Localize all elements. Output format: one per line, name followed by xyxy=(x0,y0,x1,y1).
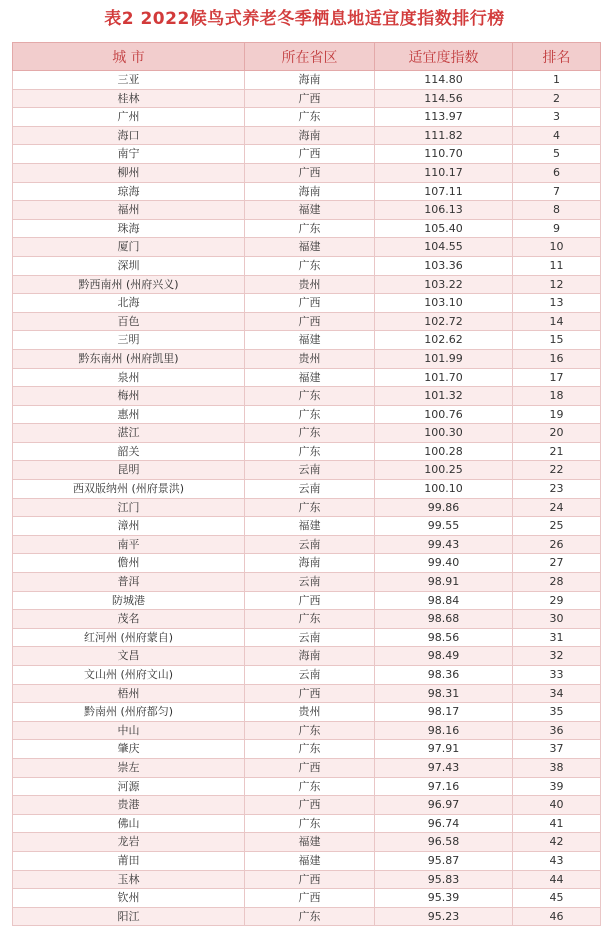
table-row xyxy=(13,554,601,573)
cell-province: 福建 xyxy=(245,368,375,387)
cell-province: 云南 xyxy=(245,461,375,480)
table-row xyxy=(13,740,601,759)
table-header-row xyxy=(13,43,601,71)
cell-city: 泉州 xyxy=(13,368,245,387)
cell-city: 韶关 xyxy=(13,442,245,461)
cell-province: 云南 xyxy=(245,573,375,592)
cell-province: 广西 xyxy=(245,796,375,815)
cell-index: 106.13 xyxy=(375,201,513,220)
cell-rank: 7 xyxy=(513,182,601,201)
table-row xyxy=(13,628,601,647)
cell-province: 广西 xyxy=(245,870,375,889)
cell-rank: 42 xyxy=(513,833,601,852)
table-row xyxy=(13,573,601,592)
cell-rank: 38 xyxy=(513,758,601,777)
cell-province: 广西 xyxy=(245,889,375,908)
table-row xyxy=(13,889,601,908)
table-row xyxy=(13,387,601,406)
table-row xyxy=(13,535,601,554)
cell-rank: 1 xyxy=(513,71,601,90)
cell-province: 海南 xyxy=(245,71,375,90)
cell-rank: 17 xyxy=(513,368,601,387)
cell-province: 贵州 xyxy=(245,349,375,368)
table-row xyxy=(13,331,601,350)
cell-city: 佛山 xyxy=(13,814,245,833)
cell-province: 广西 xyxy=(245,312,375,331)
cell-index: 98.16 xyxy=(375,721,513,740)
cell-index: 114.80 xyxy=(375,71,513,90)
cell-province: 广西 xyxy=(245,758,375,777)
cell-city: 普洱 xyxy=(13,573,245,592)
cell-index: 97.16 xyxy=(375,777,513,796)
cell-province: 广东 xyxy=(245,442,375,461)
cell-city: 崇左 xyxy=(13,758,245,777)
cell-rank: 23 xyxy=(513,480,601,499)
cell-province: 广西 xyxy=(245,163,375,182)
cell-city: 梅州 xyxy=(13,387,245,406)
cell-province: 福建 xyxy=(245,201,375,220)
cell-city: 昆明 xyxy=(13,461,245,480)
table-row xyxy=(13,219,601,238)
table-row xyxy=(13,907,601,926)
cell-rank: 13 xyxy=(513,294,601,313)
cell-index: 104.55 xyxy=(375,238,513,257)
cell-province: 云南 xyxy=(245,535,375,554)
cell-index: 103.10 xyxy=(375,294,513,313)
cell-city: 海口 xyxy=(13,126,245,145)
cell-rank: 8 xyxy=(513,201,601,220)
cell-index: 103.36 xyxy=(375,256,513,275)
cell-rank: 16 xyxy=(513,349,601,368)
cell-city: 肇庆 xyxy=(13,740,245,759)
table-row xyxy=(13,591,601,610)
table-row xyxy=(13,684,601,703)
cell-province: 广西 xyxy=(245,591,375,610)
table-row xyxy=(13,461,601,480)
cell-index: 100.30 xyxy=(375,424,513,443)
cell-city: 深圳 xyxy=(13,256,245,275)
cell-city: 儋州 xyxy=(13,554,245,573)
cell-province: 广东 xyxy=(245,498,375,517)
cell-index: 98.91 xyxy=(375,573,513,592)
cell-index: 101.70 xyxy=(375,368,513,387)
cell-index: 99.40 xyxy=(375,554,513,573)
cell-index: 100.76 xyxy=(375,405,513,424)
cell-city: 梧州 xyxy=(13,684,245,703)
cell-rank: 3 xyxy=(513,108,601,127)
cell-index: 97.91 xyxy=(375,740,513,759)
cell-index: 105.40 xyxy=(375,219,513,238)
cell-city: 中山 xyxy=(13,721,245,740)
cell-city: 三明 xyxy=(13,331,245,350)
cell-province: 广西 xyxy=(245,294,375,313)
table-row xyxy=(13,721,601,740)
table-row xyxy=(13,870,601,889)
cell-index: 100.28 xyxy=(375,442,513,461)
header-rank: 排名 xyxy=(513,43,601,71)
cell-rank: 27 xyxy=(513,554,601,573)
cell-city: 防城港 xyxy=(13,591,245,610)
cell-province: 广东 xyxy=(245,108,375,127)
table-row xyxy=(13,833,601,852)
cell-city: 厦门 xyxy=(13,238,245,257)
cell-rank: 44 xyxy=(513,870,601,889)
cell-province: 福建 xyxy=(245,517,375,536)
cell-province: 广东 xyxy=(245,721,375,740)
cell-index: 102.72 xyxy=(375,312,513,331)
cell-index: 100.10 xyxy=(375,480,513,499)
header-index: 适宜度指数 xyxy=(375,43,513,71)
cell-index: 98.56 xyxy=(375,628,513,647)
cell-index: 111.82 xyxy=(375,126,513,145)
cell-index: 107.11 xyxy=(375,182,513,201)
cell-city: 惠州 xyxy=(13,405,245,424)
cell-rank: 32 xyxy=(513,647,601,666)
cell-index: 95.39 xyxy=(375,889,513,908)
cell-city: 百色 xyxy=(13,312,245,331)
cell-city: 阳江 xyxy=(13,907,245,926)
cell-city: 河源 xyxy=(13,777,245,796)
cell-rank: 46 xyxy=(513,907,601,926)
cell-city: 南平 xyxy=(13,535,245,554)
cell-province: 福建 xyxy=(245,238,375,257)
cell-city: 广州 xyxy=(13,108,245,127)
cell-rank: 36 xyxy=(513,721,601,740)
cell-rank: 11 xyxy=(513,256,601,275)
cell-province: 福建 xyxy=(245,833,375,852)
table-row xyxy=(13,201,601,220)
table-row xyxy=(13,777,601,796)
cell-index: 96.74 xyxy=(375,814,513,833)
table-row xyxy=(13,666,601,685)
cell-index: 100.25 xyxy=(375,461,513,480)
cell-index: 95.23 xyxy=(375,907,513,926)
cell-province: 云南 xyxy=(245,628,375,647)
cell-city: 琼海 xyxy=(13,182,245,201)
cell-rank: 14 xyxy=(513,312,601,331)
cell-province: 海南 xyxy=(245,554,375,573)
cell-index: 97.43 xyxy=(375,758,513,777)
cell-index: 96.58 xyxy=(375,833,513,852)
cell-city: 柳州 xyxy=(13,163,245,182)
cell-index: 103.22 xyxy=(375,275,513,294)
cell-city: 贵港 xyxy=(13,796,245,815)
cell-rank: 29 xyxy=(513,591,601,610)
table-row xyxy=(13,294,601,313)
cell-province: 福建 xyxy=(245,851,375,870)
cell-index: 95.83 xyxy=(375,870,513,889)
table-row xyxy=(13,256,601,275)
table-row xyxy=(13,312,601,331)
cell-rank: 20 xyxy=(513,424,601,443)
cell-province: 广东 xyxy=(245,740,375,759)
table-row xyxy=(13,814,601,833)
cell-rank: 26 xyxy=(513,535,601,554)
cell-province: 广东 xyxy=(245,256,375,275)
cell-rank: 41 xyxy=(513,814,601,833)
cell-city: 文山州 (州府文山) xyxy=(13,666,245,685)
cell-index: 98.31 xyxy=(375,684,513,703)
cell-rank: 24 xyxy=(513,498,601,517)
cell-province: 贵州 xyxy=(245,275,375,294)
table-row xyxy=(13,610,601,629)
cell-city: 钦州 xyxy=(13,889,245,908)
cell-city: 福州 xyxy=(13,201,245,220)
cell-city: 黔南州 (州府都匀) xyxy=(13,703,245,722)
header-province: 所在省区 xyxy=(245,43,375,71)
table-row xyxy=(13,163,601,182)
cell-city: 湛江 xyxy=(13,424,245,443)
cell-index: 98.36 xyxy=(375,666,513,685)
cell-index: 102.62 xyxy=(375,331,513,350)
table-row xyxy=(13,275,601,294)
cell-city: 莆田 xyxy=(13,851,245,870)
cell-city: 西双版纳州 (州府景洪) xyxy=(13,480,245,499)
cell-province: 广东 xyxy=(245,610,375,629)
cell-province: 广东 xyxy=(245,777,375,796)
cell-rank: 4 xyxy=(513,126,601,145)
table-row xyxy=(13,368,601,387)
cell-province: 广西 xyxy=(245,684,375,703)
table-row xyxy=(13,647,601,666)
cell-index: 98.68 xyxy=(375,610,513,629)
cell-index: 98.84 xyxy=(375,591,513,610)
cell-index: 114.56 xyxy=(375,89,513,108)
header-city: 城 市 xyxy=(13,43,245,71)
cell-city: 桂林 xyxy=(13,89,245,108)
cell-rank: 34 xyxy=(513,684,601,703)
table-row xyxy=(13,758,601,777)
table-row xyxy=(13,349,601,368)
cell-rank: 5 xyxy=(513,145,601,164)
cell-rank: 10 xyxy=(513,238,601,257)
cell-index: 99.55 xyxy=(375,517,513,536)
cell-province: 海南 xyxy=(245,182,375,201)
cell-rank: 2 xyxy=(513,89,601,108)
cell-province: 贵州 xyxy=(245,703,375,722)
cell-city: 黔东南州 (州府凯里) xyxy=(13,349,245,368)
cell-rank: 43 xyxy=(513,851,601,870)
cell-rank: 40 xyxy=(513,796,601,815)
table-row xyxy=(13,796,601,815)
cell-city: 江门 xyxy=(13,498,245,517)
table-row xyxy=(13,145,601,164)
cell-province: 广西 xyxy=(245,89,375,108)
table-row xyxy=(13,424,601,443)
table-row xyxy=(13,71,601,90)
table-row xyxy=(13,851,601,870)
cell-index: 110.70 xyxy=(375,145,513,164)
cell-city: 茂名 xyxy=(13,610,245,629)
table-title: 表2 2022候鸟式养老冬季栖息地适宜度指数排行榜 xyxy=(104,9,505,29)
cell-province: 广东 xyxy=(245,387,375,406)
table-row xyxy=(13,108,601,127)
ranking-table xyxy=(12,42,601,926)
cell-rank: 45 xyxy=(513,889,601,908)
cell-city: 北海 xyxy=(13,294,245,313)
cell-city: 龙岩 xyxy=(13,833,245,852)
cell-rank: 12 xyxy=(513,275,601,294)
cell-city: 红河州 (州府蒙自) xyxy=(13,628,245,647)
table-row xyxy=(13,480,601,499)
cell-index: 99.86 xyxy=(375,498,513,517)
cell-rank: 19 xyxy=(513,405,601,424)
table-row xyxy=(13,126,601,145)
table-row xyxy=(13,498,601,517)
cell-city: 文昌 xyxy=(13,647,245,666)
cell-rank: 15 xyxy=(513,331,601,350)
cell-rank: 25 xyxy=(513,517,601,536)
table-body xyxy=(13,71,601,926)
cell-city: 漳州 xyxy=(13,517,245,536)
cell-index: 98.49 xyxy=(375,647,513,666)
cell-province: 海南 xyxy=(245,647,375,666)
cell-rank: 37 xyxy=(513,740,601,759)
table-row xyxy=(13,442,601,461)
cell-index: 110.17 xyxy=(375,163,513,182)
cell-city: 珠海 xyxy=(13,219,245,238)
cell-index: 99.43 xyxy=(375,535,513,554)
table-row xyxy=(13,89,601,108)
cell-rank: 18 xyxy=(513,387,601,406)
cell-index: 101.99 xyxy=(375,349,513,368)
cell-province: 广东 xyxy=(245,907,375,926)
cell-rank: 33 xyxy=(513,666,601,685)
cell-province: 广东 xyxy=(245,424,375,443)
cell-province: 云南 xyxy=(245,666,375,685)
cell-index: 101.32 xyxy=(375,387,513,406)
cell-rank: 31 xyxy=(513,628,601,647)
cell-rank: 35 xyxy=(513,703,601,722)
cell-province: 云南 xyxy=(245,480,375,499)
cell-index: 96.97 xyxy=(375,796,513,815)
cell-rank: 22 xyxy=(513,461,601,480)
cell-index: 95.87 xyxy=(375,851,513,870)
cell-rank: 21 xyxy=(513,442,601,461)
table-row xyxy=(13,182,601,201)
table-row xyxy=(13,238,601,257)
cell-rank: 30 xyxy=(513,610,601,629)
cell-city: 黔西南州 (州府兴义) xyxy=(13,275,245,294)
cell-index: 98.17 xyxy=(375,703,513,722)
table-row xyxy=(13,703,601,722)
cell-province: 福建 xyxy=(245,331,375,350)
cell-city: 三亚 xyxy=(13,71,245,90)
cell-province: 海南 xyxy=(245,126,375,145)
cell-province: 广东 xyxy=(245,219,375,238)
table-row xyxy=(13,405,601,424)
table-row xyxy=(13,517,601,536)
cell-rank: 6 xyxy=(513,163,601,182)
cell-rank: 39 xyxy=(513,777,601,796)
cell-province: 广东 xyxy=(245,814,375,833)
cell-province: 广东 xyxy=(245,405,375,424)
cell-index: 113.97 xyxy=(375,108,513,127)
cell-rank: 9 xyxy=(513,219,601,238)
cell-city: 玉林 xyxy=(13,870,245,889)
cell-rank: 28 xyxy=(513,573,601,592)
cell-city: 南宁 xyxy=(13,145,245,164)
cell-province: 广西 xyxy=(245,145,375,164)
